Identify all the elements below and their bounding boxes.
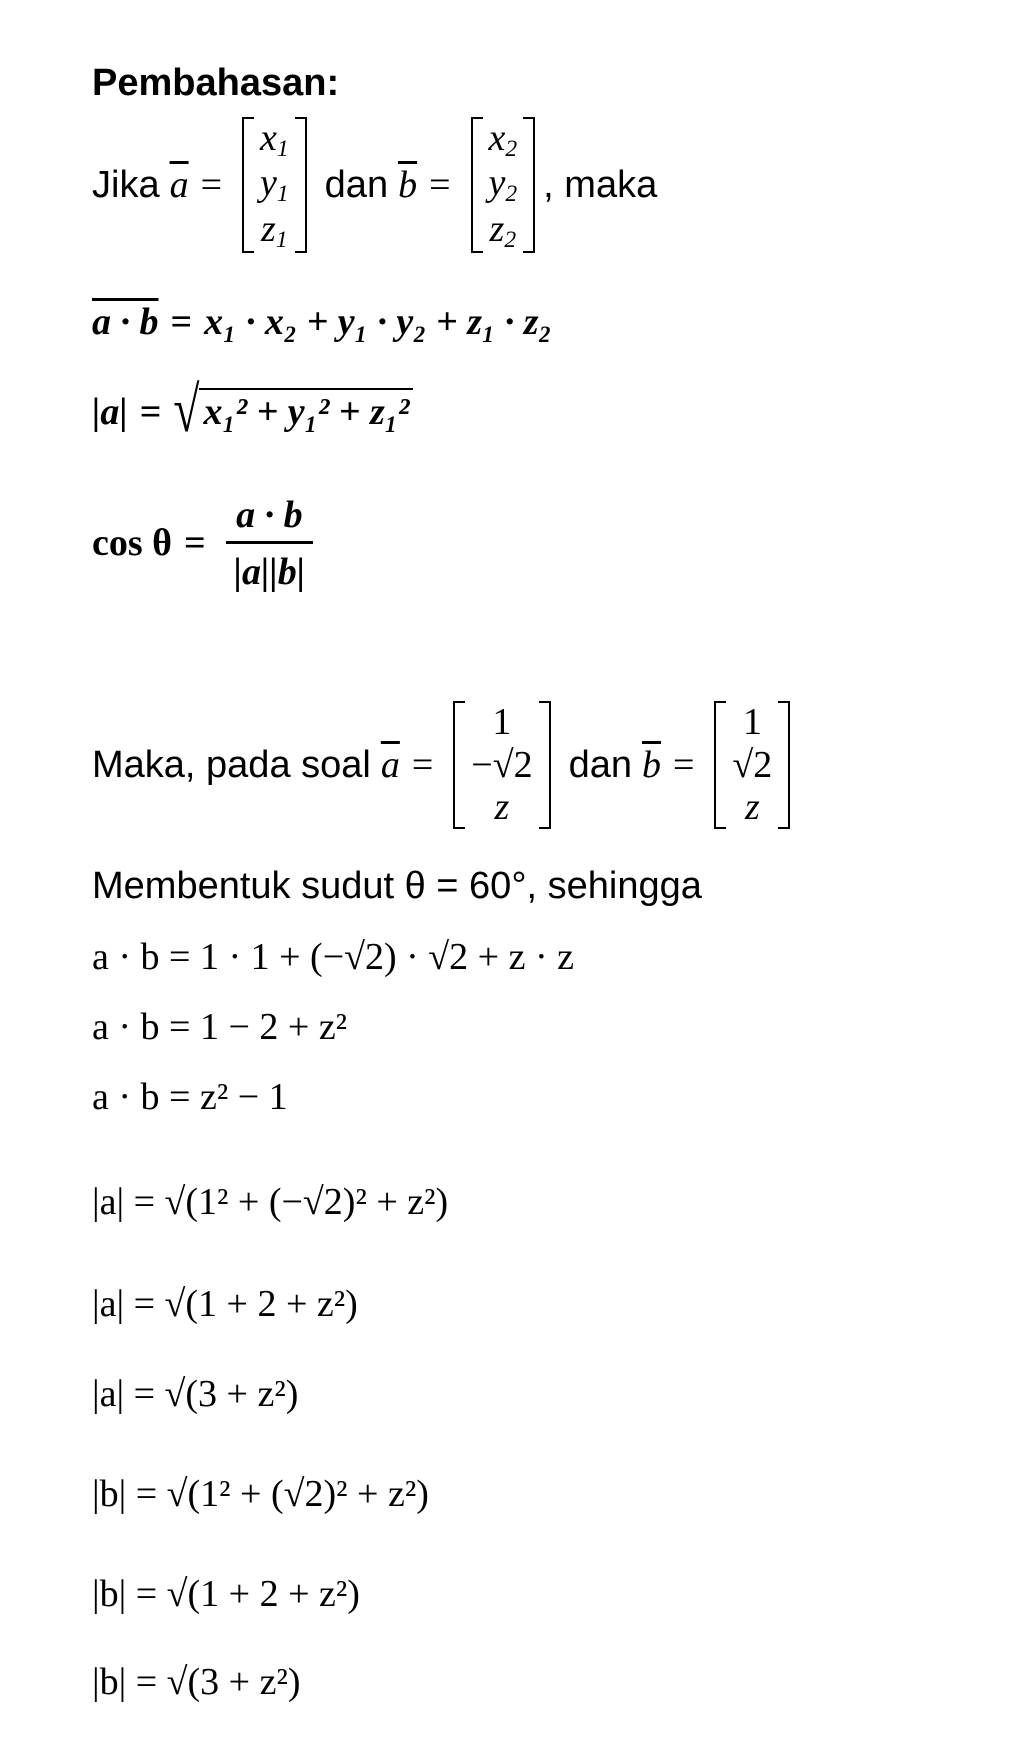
- angle-sentence-text: Membentuk sudut θ = 60°, sehingga: [92, 865, 702, 907]
- equals-sign: =: [200, 164, 223, 206]
- angle-sentence: [92, 865, 702, 908]
- problem-matrix-a-right: [539, 701, 551, 829]
- intro-dan: dan: [324, 163, 389, 206]
- heading: [92, 62, 339, 105]
- equals-sign-2: =: [429, 164, 451, 206]
- step-1: a · b = 1 · 1 + (−√2) · √2 + z · z: [92, 936, 574, 978]
- step-3: a · b = z² − 1: [92, 1076, 288, 1118]
- step-7: |b| = √(1² + (√2)² + z²): [92, 1473, 429, 1515]
- problem-intro: Maka, pada soal: [92, 743, 371, 786]
- problem-matrix-a: [453, 701, 550, 829]
- cos-fraction: [226, 493, 313, 594]
- norm-sqrt: [173, 375, 413, 447]
- cos-denominator: |a||b|: [226, 541, 313, 594]
- dot-equals: =: [170, 301, 193, 343]
- matrix-a-column: [254, 117, 295, 253]
- matrix-b-column: [483, 117, 524, 253]
- matrix-a-z: $z_1$: [261, 207, 288, 253]
- heading-text: Pembahasan:: [92, 62, 340, 104]
- problem-equals-b: =: [672, 744, 695, 786]
- intro-maka: , maka: [543, 163, 658, 206]
- cos-lhs: cos θ: [92, 522, 172, 564]
- matrix-bracket-right: [295, 117, 307, 253]
- step-5: |a| = √(1 + 2 + z²): [92, 1283, 358, 1325]
- matrix-a-y: $y_1$: [260, 162, 289, 208]
- step-line: [92, 1372, 298, 1416]
- matrix-b-y: $y_2$: [488, 162, 518, 208]
- intro-jika: Jika: [92, 163, 160, 206]
- step-9: |b| = √(3 + z²): [92, 1661, 301, 1703]
- problem-b-entry-3: z: [744, 786, 760, 829]
- step-line: [92, 1282, 358, 1326]
- problem-matrix-b-column: [726, 701, 778, 829]
- cos-numerator: a · b: [236, 493, 303, 536]
- problem-dan: dan: [568, 743, 632, 786]
- problem-b-entry-1: 1: [742, 701, 762, 744]
- problem-b-symbol: $\overline{b}$: [641, 744, 661, 786]
- problem-matrix-b-left: [714, 701, 726, 829]
- matrix-b-z: $z_2$: [489, 207, 517, 253]
- vector-b-symbol: $\overline{b}$: [398, 164, 418, 206]
- step-line: [92, 1572, 360, 1616]
- problem-vectors-line: [92, 700, 798, 830]
- dot-lhs: a · b: [92, 301, 159, 343]
- step-line: [92, 1472, 429, 1516]
- formula-cos: [92, 488, 321, 598]
- cos-equals: =: [184, 522, 206, 564]
- intro-line: [92, 117, 658, 253]
- problem-matrix-a-left: [453, 701, 465, 829]
- step-line: [92, 1660, 301, 1704]
- problem-a-symbol: $\overline{a}$: [380, 744, 400, 786]
- step-line: [92, 935, 574, 979]
- matrix-b: [471, 117, 536, 253]
- dot-rhs: x₁ · x₂ + y₁ · y₂ + z₁ · z₂: [204, 301, 552, 343]
- matrix-b-bracket-right: [523, 117, 535, 253]
- step-8: |b| = √(1 + 2 + z²): [92, 1573, 360, 1615]
- problem-b-entry-2: √2: [732, 743, 773, 786]
- norm-lhs: |a|: [92, 391, 128, 433]
- step-line: [92, 1005, 347, 1049]
- matrix-b-bracket-left: [471, 117, 483, 253]
- problem-matrix-b-right: [778, 701, 790, 829]
- problem-matrix-b: [714, 701, 790, 829]
- step-line: [92, 1180, 448, 1224]
- matrix-a-x: $x_1$: [260, 117, 289, 162]
- problem-a-entry-3: z: [494, 786, 510, 829]
- matrix-a: [242, 117, 307, 253]
- problem-matrix-a-column: [465, 701, 538, 829]
- matrix-b-x: $x_2$: [488, 117, 518, 162]
- step-4: |a| = √(1² + (−√2)² + z²): [92, 1181, 449, 1223]
- sqrt-icon: √: [173, 375, 200, 447]
- step-2: a · b = 1 − 2 + z²: [92, 1006, 348, 1048]
- problem-equals-a: =: [411, 744, 434, 786]
- step-line: [92, 1075, 288, 1119]
- vector-a-symbol: $\overline{a}$: [169, 164, 189, 206]
- step-6: |a| = √(3 + z²): [92, 1373, 299, 1415]
- norm-equals: =: [139, 391, 162, 433]
- matrix-bracket-left: [242, 117, 254, 253]
- problem-a-entry-1: 1: [492, 701, 512, 744]
- formula-norm: [92, 372, 413, 452]
- norm-rhs: x₁² + y₁² + z₁²: [199, 388, 413, 436]
- formula-dot-product: [92, 300, 552, 344]
- problem-a-entry-2: −√2: [471, 743, 533, 786]
